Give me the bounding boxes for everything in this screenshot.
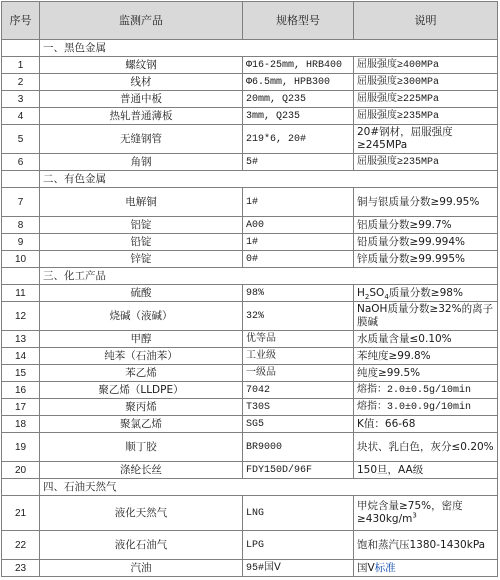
cell-product: 螺纹钢 [40,57,243,74]
cell-desc [354,560,498,577]
cell-no: 19 [2,433,40,462]
table-row [2,91,498,108]
table-row [2,251,498,268]
cell-no: 7 [2,188,40,217]
section-row [2,268,498,285]
cell-spec: 32% [243,302,354,331]
cell-desc: 铜与银质量分数≥99.95% [354,188,498,217]
cell-no: 17 [2,399,40,416]
cell-spec: 5# [243,154,354,171]
cell-no: 22 [2,531,40,560]
cell-no: 20 [2,462,40,479]
desc-text: SO [369,286,385,299]
cell-desc: K值：66-68 [354,416,498,433]
cell-desc: 苯纯度≥99.8% [354,348,498,365]
cell-desc: 屈服强度≥235MPa [354,154,498,171]
cell-product: 液化石油气 [40,531,243,560]
section-spacer [2,268,40,285]
cell-no: 10 [2,251,40,268]
cell-no: 21 [2,496,40,531]
cell-spec: 1# [243,234,354,251]
cell-spec: LNG [243,496,354,531]
cell-product: 液化天然气 [40,496,243,531]
cell-product: 聚丙烯 [40,399,243,416]
cell-product: 线材 [40,74,243,91]
table-row [2,125,498,154]
cell-product: 苯乙烯 [40,365,243,382]
section-title: 一、黑色金属 [40,40,498,57]
desc-text: H [357,286,365,299]
table-row [2,154,498,171]
cell-no: 13 [2,331,40,348]
cell-desc: 饱和蒸汽压1380-1430kPa [354,531,498,560]
cell-no: 2 [2,74,40,91]
section-spacer [2,171,40,188]
column-header-no: 序号 [2,2,40,40]
cell-spec: 0# [243,251,354,268]
cell-product: 烧碱（液碱） [40,302,243,331]
cell-no: 3 [2,91,40,108]
cell-desc [354,496,498,531]
desc-superscript: 3 [412,511,417,520]
column-header-desc: 说明 [354,2,498,40]
cell-desc: 熔指：3.0±0.9g/10min [354,399,498,416]
cell-no: 14 [2,348,40,365]
table-row [2,496,498,531]
table-row [2,57,498,74]
cell-desc: 20#钢材，屈服强度≥245MPa [354,125,498,154]
cell-spec: 工业级 [243,348,354,365]
table-row [2,348,498,365]
table-row [2,416,498,433]
column-header-spec: 规格型号 [243,2,354,40]
table-row [2,531,498,560]
monitoring-products-table [1,1,498,577]
cell-product: 聚乙烯（LLDPE） [40,382,243,399]
cell-no: 6 [2,154,40,171]
cell-no: 12 [2,302,40,331]
cell-product: 普通中板 [40,91,243,108]
cell-no: 18 [2,416,40,433]
cell-desc: 屈服强度≥400MPa [354,57,498,74]
cell-no: 1 [2,57,40,74]
column-header-product: 监测产品 [40,2,243,40]
cell-desc: 屈服强度≥235MPa [354,108,498,125]
table-row [2,302,498,331]
cell-product: 汽油 [40,560,243,577]
section-spacer [2,479,40,496]
desc-text: 国Ⅴ [357,561,375,574]
cell-no: 5 [2,125,40,154]
table-row [2,382,498,399]
table-row [2,188,498,217]
cell-spec: 1# [243,188,354,217]
desc-text: 甲烷含量≥75%，密度≥430kg/m [357,500,463,525]
cell-spec: 98% [243,285,354,302]
cell-desc: 熔指：2.0±0.5g/10min [354,382,498,399]
cell-product: 电解铜 [40,188,243,217]
section-spacer [2,40,40,57]
section-row [2,171,498,188]
cell-no: 4 [2,108,40,125]
cell-desc: 铅质量分数≥99.994% [354,234,498,251]
cell-spec: 3mm, Q235 [243,108,354,125]
desc-subscript: 2 [364,292,370,301]
table-row [2,331,498,348]
cell-spec: 20mm, Q235 [243,91,354,108]
table-row [2,462,498,479]
cell-product: 聚氯乙烯 [40,416,243,433]
cell-product: 热轧普通薄板 [40,108,243,125]
standard-link[interactable]: 标准 [374,561,396,574]
cell-product: 涤纶长丝 [40,462,243,479]
table-row [2,285,498,302]
cell-desc: NaOH质量分数≥32%的离子膜碱 [354,302,498,331]
cell-desc: 水质量含量≤0.10% [354,331,498,348]
cell-no: 15 [2,365,40,382]
section-title: 三、化工产品 [40,268,498,285]
cell-product: 顺丁胶 [40,433,243,462]
desc-subscript: 4 [384,292,389,301]
cell-spec: Φ6.5mm, HPB300 [243,74,354,91]
cell-spec: 95#国Ⅴ [243,560,354,577]
cell-spec: 一级品 [243,365,354,382]
cell-desc: 锌质量分数≥99.995% [354,251,498,268]
cell-product: 锌锭 [40,251,243,268]
table-row [2,234,498,251]
cell-spec: 219*6, 20# [243,125,354,154]
cell-spec: 优等品 [243,331,354,348]
cell-desc: 150旦，AA级 [354,462,498,479]
table-row [2,108,498,125]
cell-product: 纯苯（石油苯） [40,348,243,365]
cell-spec: Φ16-25mm, HRB400 [243,57,354,74]
cell-desc: 铝质量分数≥99.7% [354,217,498,234]
table-row [2,74,498,91]
cell-no: 23 [2,560,40,577]
table-row [2,365,498,382]
cell-no: 11 [2,285,40,302]
monitoring-products-table-container [1,1,497,577]
cell-product: 角钢 [40,154,243,171]
section-row [2,40,498,57]
cell-desc: 纯度≥99.5% [354,365,498,382]
cell-spec: BR9000 [243,433,354,462]
cell-product: 甲醇 [40,331,243,348]
cell-desc [354,285,498,302]
table-header-row [2,2,498,40]
cell-spec: 7042 [243,382,354,399]
section-title: 四、石油天然气 [40,479,498,496]
desc-text: 质量分数≥98% [388,286,463,299]
cell-desc: 屈服强度≥225MPa [354,91,498,108]
cell-product: 无缝钢管 [40,125,243,154]
table-row [2,399,498,416]
cell-spec: A00 [243,217,354,234]
cell-no: 8 [2,217,40,234]
cell-no: 16 [2,382,40,399]
table-row [2,433,498,462]
cell-product: 铅锭 [40,234,243,251]
cell-spec: LPG [243,531,354,560]
cell-spec: FDY150D/96F [243,462,354,479]
cell-spec: SG5 [243,416,354,433]
section-title: 二、有色金属 [40,171,498,188]
table-row [2,217,498,234]
cell-desc: 屈服强度≥300MPa [354,74,498,91]
table-row [2,560,498,577]
cell-product: 硫酸 [40,285,243,302]
section-row [2,479,498,496]
cell-product: 铝锭 [40,217,243,234]
cell-desc: 块状、乳白色，灰分≤0.20% [354,433,498,462]
cell-spec: T30S [243,399,354,416]
cell-no: 9 [2,234,40,251]
